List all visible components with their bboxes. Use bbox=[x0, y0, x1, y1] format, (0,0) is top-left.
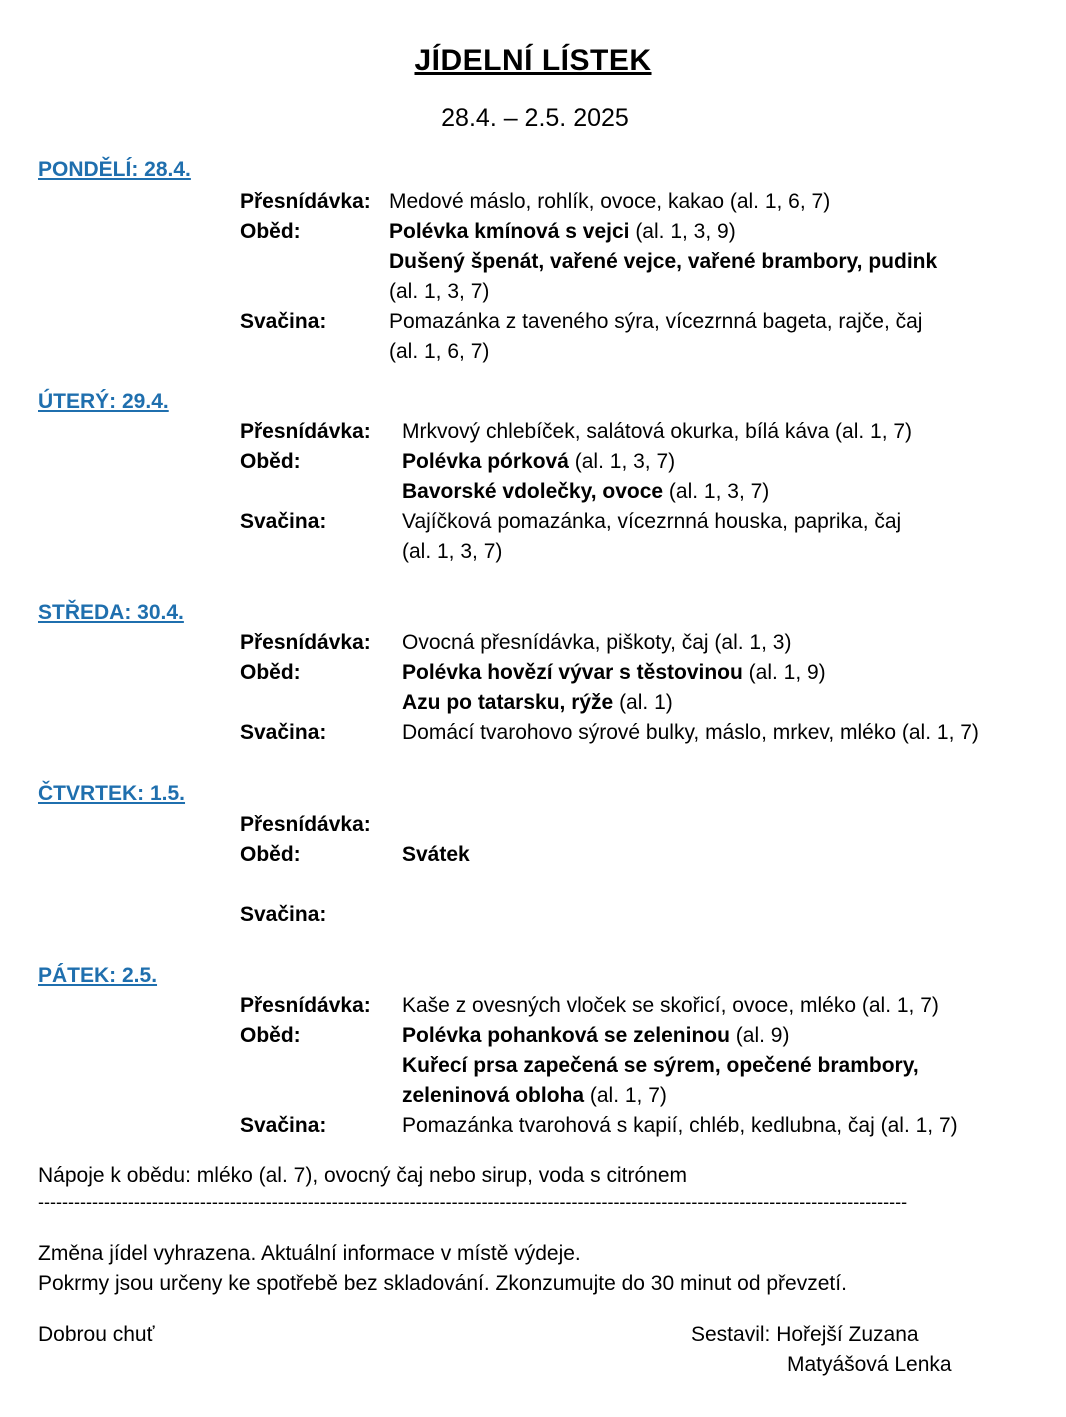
obed-main-2: zeleninová obloha bbox=[402, 1084, 585, 1107]
svacina-allergens: (al. 1, 6, 7) bbox=[389, 340, 490, 363]
presnidavka-text: Mrkvový chlebíček, salátová okurka, bílá káva (al. 1, 7) bbox=[402, 420, 913, 443]
obed-soup-line bbox=[402, 1021, 789, 1051]
presnidavka-text: Kaše z ovesných vloček se skořicí, ovoce, mléko (al. 1, 7) bbox=[402, 994, 939, 1017]
obed-main: Azu po tatarsku, rýže bbox=[402, 691, 614, 714]
obed-soup-line bbox=[402, 447, 675, 477]
day-heading: PONDĚLÍ: 28.4. bbox=[38, 158, 191, 181]
svacina-allergens: (al. 1, 3, 7) bbox=[402, 540, 503, 563]
label-svacina: Svačina: bbox=[240, 510, 327, 533]
obed-soup-allergens: (al. 9) bbox=[729, 1024, 790, 1047]
obed-main-allergens: (al. 1, 3, 7) bbox=[389, 280, 490, 303]
label-svacina: Svačina: bbox=[240, 1114, 327, 1137]
author-2: Matyášová Lenka bbox=[787, 1353, 952, 1376]
svacina-text: Pomazánka tvarohová s kapií, chléb, kedlubna, čaj (al. 1, 7) bbox=[402, 1114, 958, 1137]
svacina-text: Domácí tvarohovo sýrové bulky, máslo, mrkev, mléko (al. 1, 7) bbox=[402, 721, 979, 744]
obed-main: Dušený špenát, vařené vejce, vařené brambory, pudink bbox=[389, 250, 938, 273]
presnidavka-text: Ovocná přesnídávka, piškoty, čaj (al. 1, 3) bbox=[402, 631, 792, 654]
label-svacina: Svačina: bbox=[240, 310, 327, 333]
presnidavka-text: Medové máslo, rohlík, ovoce, kakao (al. 1, 6, 7) bbox=[389, 190, 831, 213]
date-range: 28.4. – 2.5. 2025 bbox=[441, 104, 629, 132]
obed-soup-line bbox=[389, 217, 736, 247]
obed-soup: Polévka kmínová s vejci bbox=[389, 220, 630, 243]
label-obed: Oběd: bbox=[240, 843, 301, 866]
day-heading: ČTVRTEK: 1.5. bbox=[38, 782, 186, 805]
obed-main-1: Kuřecí prsa zapečená se sýrem, opečené brambory, bbox=[402, 1054, 919, 1077]
obed-soup: Polévka pohanková se zeleninou bbox=[402, 1024, 730, 1047]
obed-soup: Polévka hovězí vývar s těstovinou bbox=[402, 661, 743, 684]
obed-soup-allergens: (al. 1, 3, 9) bbox=[629, 220, 736, 243]
obed-main-line bbox=[402, 688, 673, 718]
obed-main-allergens: (al. 1) bbox=[613, 691, 673, 714]
drinks-note: Nápoje k obědu: mléko (al. 7), ovocný čaj nebo sirup, voda s citrónem bbox=[38, 1164, 688, 1187]
label-obed: Oběd: bbox=[240, 661, 301, 684]
author-1: Sestavil: Hořejší Zuzana bbox=[691, 1323, 919, 1346]
svacina-text: Pomazánka z taveného sýra, vícezrnná bageta, rajče, čaj bbox=[389, 310, 923, 333]
separator-line: ------------------------------------------------------------------------------------------------------------------------------------------------- bbox=[38, 1192, 908, 1212]
day-heading: STŘEDA: 30.4. bbox=[38, 601, 184, 624]
label-obed: Oběd: bbox=[240, 220, 301, 243]
obed-main-allergens: (al. 1, 3, 7) bbox=[663, 480, 770, 503]
obed-main-line bbox=[402, 477, 769, 507]
obed-soup-allergens: (al. 1, 9) bbox=[742, 661, 826, 684]
day-heading: ÚTERÝ: 29.4. bbox=[38, 390, 169, 413]
greeting: Dobrou chuť bbox=[38, 1323, 155, 1346]
notice-storage: Pokrmy jsou určeny ke spotřebě bez skladování. Zkonzumujte do 30 minut od převzetí. bbox=[38, 1272, 847, 1295]
label-obed: Oběd: bbox=[240, 1024, 301, 1047]
label-presnidavka: Přesnídávka: bbox=[240, 420, 371, 443]
label-presnidavka: Přesnídávka: bbox=[240, 190, 371, 213]
label-svacina: Svačina: bbox=[240, 903, 327, 926]
holiday-text: Svátek bbox=[402, 843, 470, 866]
obed-main-line-2 bbox=[402, 1081, 667, 1111]
label-presnidavka: Přesnídávka: bbox=[240, 631, 371, 654]
obed-soup-line bbox=[402, 658, 826, 688]
day-heading: PÁTEK: 2.5. bbox=[38, 964, 158, 987]
page-title: JÍDELNÍ LÍSTEK bbox=[414, 44, 652, 77]
obed-soup-allergens: (al. 1, 3, 7) bbox=[568, 450, 676, 473]
label-obed: Oběd: bbox=[240, 450, 301, 473]
obed-main: Bavorské vdolečky, ovoce bbox=[402, 480, 664, 503]
svacina-text: Vajíčková pomazánka, vícezrnná houska, paprika, čaj bbox=[402, 510, 902, 533]
label-presnidavka: Přesnídávka: bbox=[240, 994, 371, 1017]
label-presnidavka: Přesnídávka: bbox=[240, 813, 371, 836]
obed-soup: Polévka pórková bbox=[402, 450, 569, 473]
obed-main-allergens: (al. 1, 7) bbox=[584, 1084, 667, 1107]
label-svacina: Svačina: bbox=[240, 721, 327, 744]
notice-change: Změna jídel vyhrazena. Aktuální informace v místě výdeje. bbox=[38, 1242, 581, 1265]
